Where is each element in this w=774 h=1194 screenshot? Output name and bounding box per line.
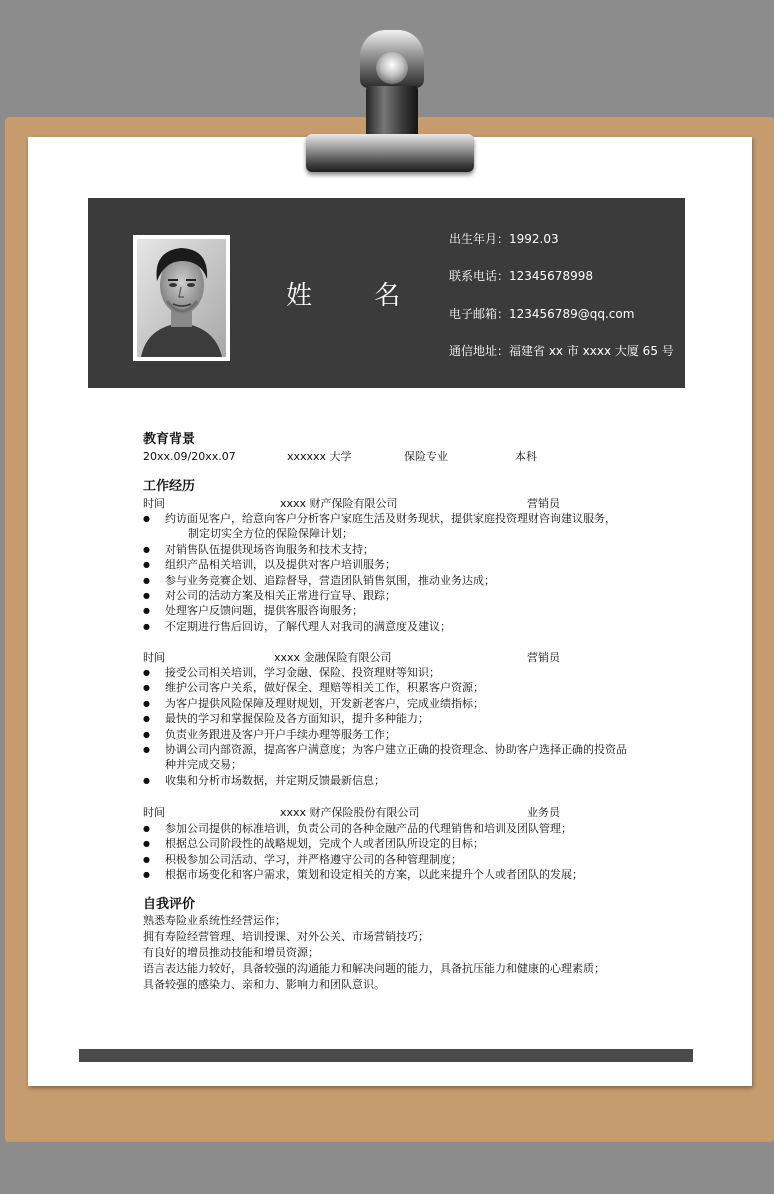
email-address: 电子邮箱：123456789@qq.com	[449, 307, 635, 321]
education-school: xxxxxx 大学	[287, 450, 352, 463]
binder-clip-lever	[366, 86, 418, 141]
list-item: ● 组织产品相关培训，以及提供对客户培训服务；	[143, 557, 616, 572]
binder-clip-base	[306, 134, 474, 172]
education-section-title: 教育背景	[143, 432, 196, 447]
job-company: xxxx 金融保险有限公司	[274, 651, 392, 664]
candidate-name: 姓 名	[286, 281, 428, 311]
profile-photo	[133, 235, 230, 361]
job-duties-list	[143, 665, 627, 788]
list-item: ● 为客户提供风险保障及理财规划，开发新老客户，完成业绩指标；	[143, 696, 627, 711]
list-item: ● 接受公司相关培训，学习金融、保险、投资理财等知识；	[143, 665, 627, 680]
job-duties-list	[143, 511, 616, 634]
job-time: 时间	[143, 497, 165, 510]
job-company: xxxx 财产保险股份有限公司	[280, 806, 420, 819]
binder-clip-hole	[376, 52, 408, 84]
list-item: ● 参加公司提供的标准培训，负责公司的各种金融产品的代理销售和培训及团队管理；	[143, 821, 583, 836]
list-item: 熟悉寿险业系统性经营运作；	[143, 914, 286, 927]
list-item: ● 积极参加公司活动、学习，并严格遵守公司的各种管理制度；	[143, 852, 583, 867]
list-item: 种并完成交易；	[165, 758, 242, 772]
footer-bar	[79, 1049, 693, 1062]
work-section-title: 工作经历	[143, 479, 196, 494]
job-company: xxxx 财产保险有限公司	[280, 497, 398, 510]
list-item: ● 参与业务竞赛企划、追踪督导，营造团队销售氛围，推动业务达成；	[143, 573, 616, 588]
list-item: 具备较强的感染力、亲和力、影响力和团队意识。	[143, 978, 385, 991]
job-position: 营销员	[527, 651, 560, 664]
list-item: ● 根据市场变化和客户需求，策划和设定相关的方案，以此来提升个人或者团队的发展；	[143, 867, 583, 882]
list-item: ● 不定期进行售后回访，了解代理人对我司的满意度及建议；	[143, 619, 616, 634]
list-item: ● 处理客户反馈问题，提供客服咨询服务；	[143, 603, 616, 618]
list-item: ● 约访面见客户，给意向客户分析客户家庭生活及财务现状，提供家庭投资理财咨询建议服务，	[143, 511, 616, 526]
self-eval-section-title: 自我评价	[143, 897, 196, 912]
list-item: 有良好的增员推动技能和增员资源；	[143, 946, 319, 959]
job-position: 业务员	[527, 806, 560, 819]
list-item: ● 最快的学习和掌握保险及各方面知识，提升多种能力；	[143, 711, 627, 726]
list-item: ● 收集和分析市场数据，并定期反馈最新信息；	[143, 773, 627, 788]
list-item: ● 负责业务跟进及客户开户手续办理等服务工作；	[143, 727, 627, 742]
mailing-address: 通信地址：福建省 xx 市 xxxx 大厦 65 号	[449, 344, 674, 358]
job-time: 时间	[143, 651, 165, 664]
job-time: 时间	[143, 806, 165, 819]
list-item: 制定切实全方位的保险保障计划；	[188, 527, 353, 541]
self-eval-list	[143, 913, 605, 993]
education-date: 20xx.09/20xx.07	[143, 450, 236, 463]
job-position: 营销员	[527, 497, 560, 510]
list-item: ● 协调公司内部资源，提高客户满意度；为客户建立正确的投资理念、协助客户选择正确的投资品	[143, 742, 627, 757]
education-degree: 本科	[515, 450, 537, 463]
portrait-icon	[137, 239, 226, 357]
education-major: 保险专业	[404, 450, 448, 463]
birth-date: 出生年月：1992.03	[449, 232, 559, 246]
job-duties-list	[143, 821, 583, 883]
list-item: ● 维护公司客户关系，做好保全、理赔等相关工作，积累客户资源；	[143, 680, 627, 695]
list-item: 语言表达能力较好，具备较强的沟通能力和解决问题的能力，具备抗压能力和健康的心理素质；	[143, 962, 605, 975]
list-item: 拥有寿险经营管理、培训授课、对外公关、市场营销技巧；	[143, 930, 429, 943]
list-item: ● 对销售队伍提供现场咨询服务和技术支持；	[143, 542, 616, 557]
list-item: ● 根据总公司阶段性的战略规划，完成个人或者团队所设定的目标；	[143, 836, 583, 851]
phone-number: 联系电话：12345678998	[449, 269, 593, 283]
list-item: ● 对公司的活动方案及相关正常进行宣导、跟踪；	[143, 588, 616, 603]
